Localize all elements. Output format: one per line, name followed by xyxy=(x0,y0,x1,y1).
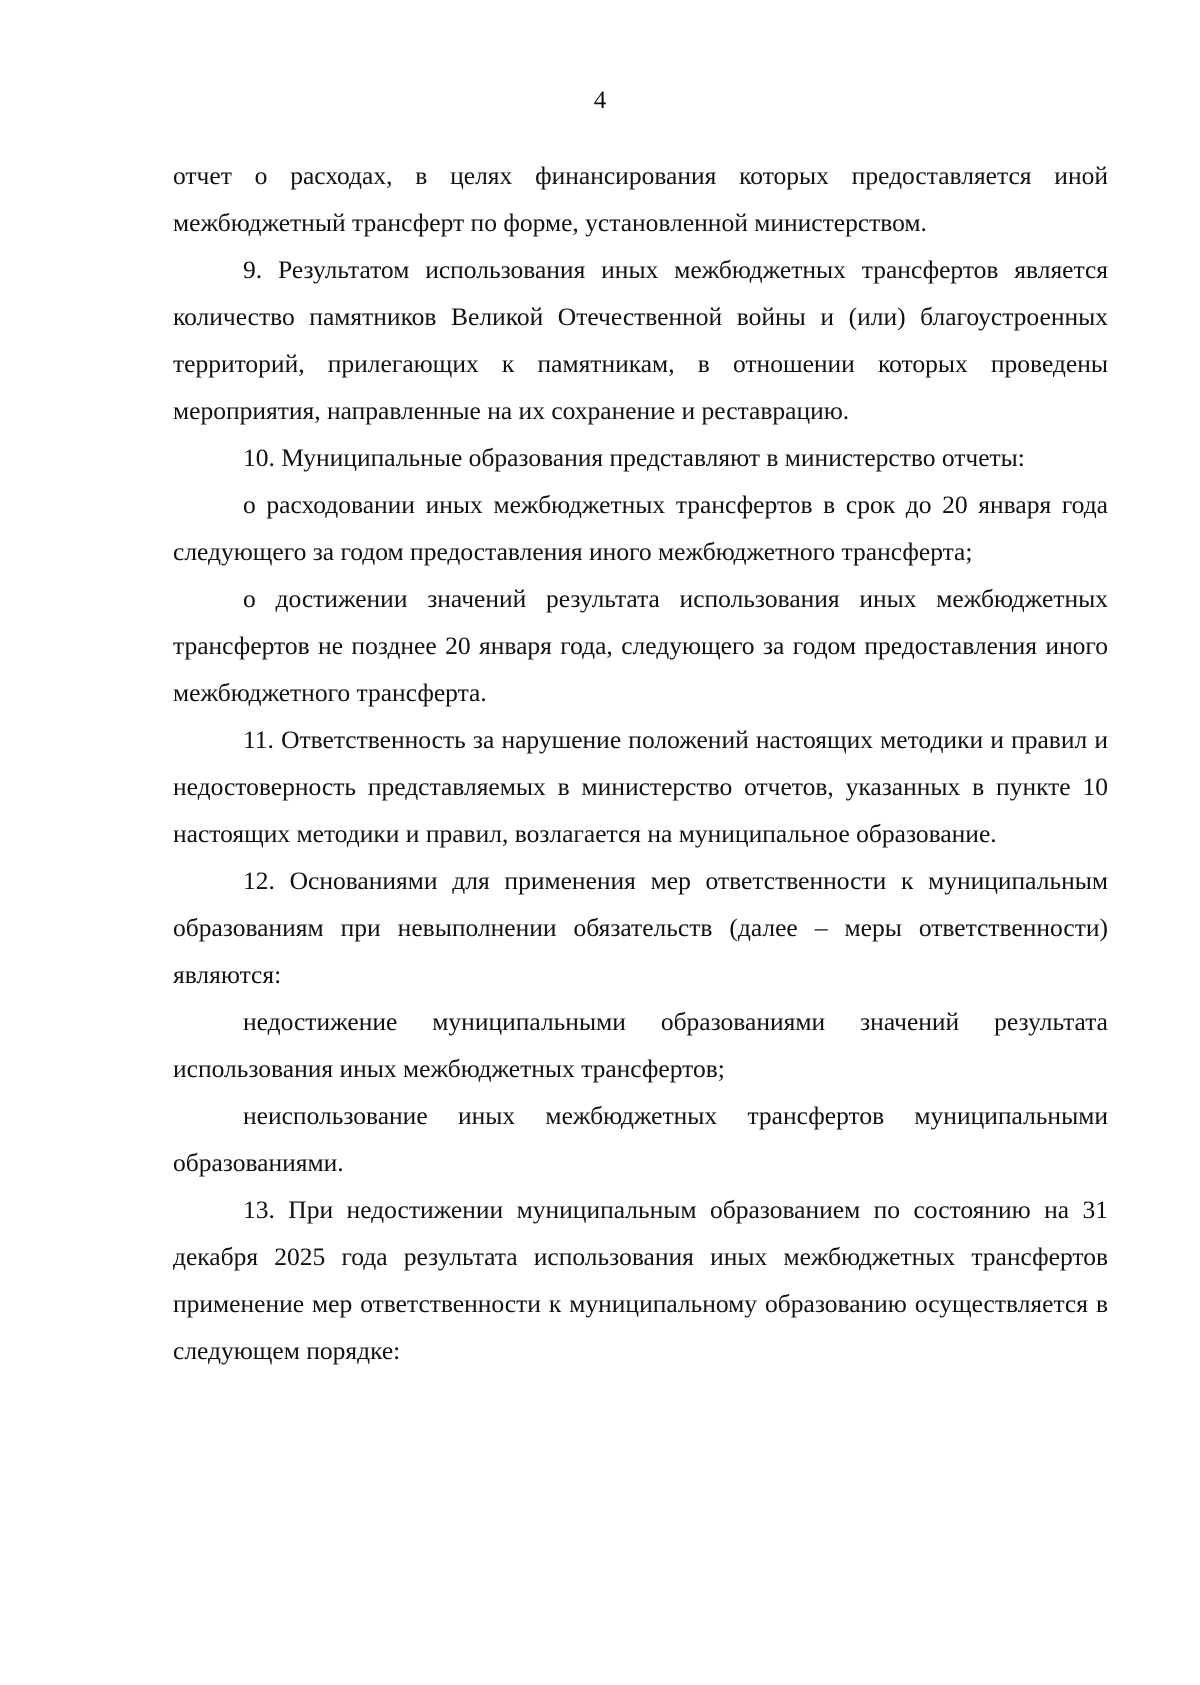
paragraph-continuation: отчет о расходах, в целях финансирования которых предоставляется иной межбюджетный трансферт по форме, установленной министерством. xyxy=(173,161,1108,237)
document-body xyxy=(173,152,1108,1374)
paragraph-item-13: 13. При недостижении муниципальным образованием по состоянию на 31 декабря 2025 года результата использования иных межбюджетных трансфертов применение мер ответственности к муниципальному образованию осуществляется в следующем порядке: xyxy=(173,1195,1108,1365)
paragraph-item-11: 11. Ответственность за нарушение положений настоящих методики и правил и недостоверность представляемых в министерство отчетов, указанных в пункте 10 настоящих методики и правил, возлагается на муниципальное образование. xyxy=(173,725,1108,848)
paragraph-item-12: 12. Основаниями для применения мер ответственности к муниципальным образованиям при невыполнении обязательств (далее – меры ответственности) являются: xyxy=(173,866,1108,989)
paragraph-item-12-non-achievement: недостижение муниципальными образованиями значений результата использования иных межбюджетных трансфертов; xyxy=(173,1007,1108,1083)
paragraph-item-10-results: о достижении значений результата использования иных межбюджетных трансфертов не позднее 20 января года, следующего за годом предоставления иного межбюджетного трансферта. xyxy=(173,584,1108,707)
paragraph-item-10: 10. Муниципальные образования представляют в министерство отчеты: xyxy=(243,443,1025,472)
paragraph-item-12-non-use: неиспользование иных межбюджетных трансфертов муниципальными образованиями. xyxy=(173,1101,1108,1177)
paragraph-item-9: 9. Результатом использования иных межбюджетных трансфертов является количество памятников Великой Отечественной войны и (или) благоустроенных территорий, прилегающих к памятникам, в отношении которых проведены мероприятия, направленные на их сохранение и реставрацию. xyxy=(173,255,1108,425)
page-number: 4 xyxy=(593,87,607,114)
paragraph-item-10-expenses: о расходовании иных межбюджетных трансфертов в срок до 20 января года следующего за годом предоставления иного межбюджетного трансферта; xyxy=(173,490,1108,566)
